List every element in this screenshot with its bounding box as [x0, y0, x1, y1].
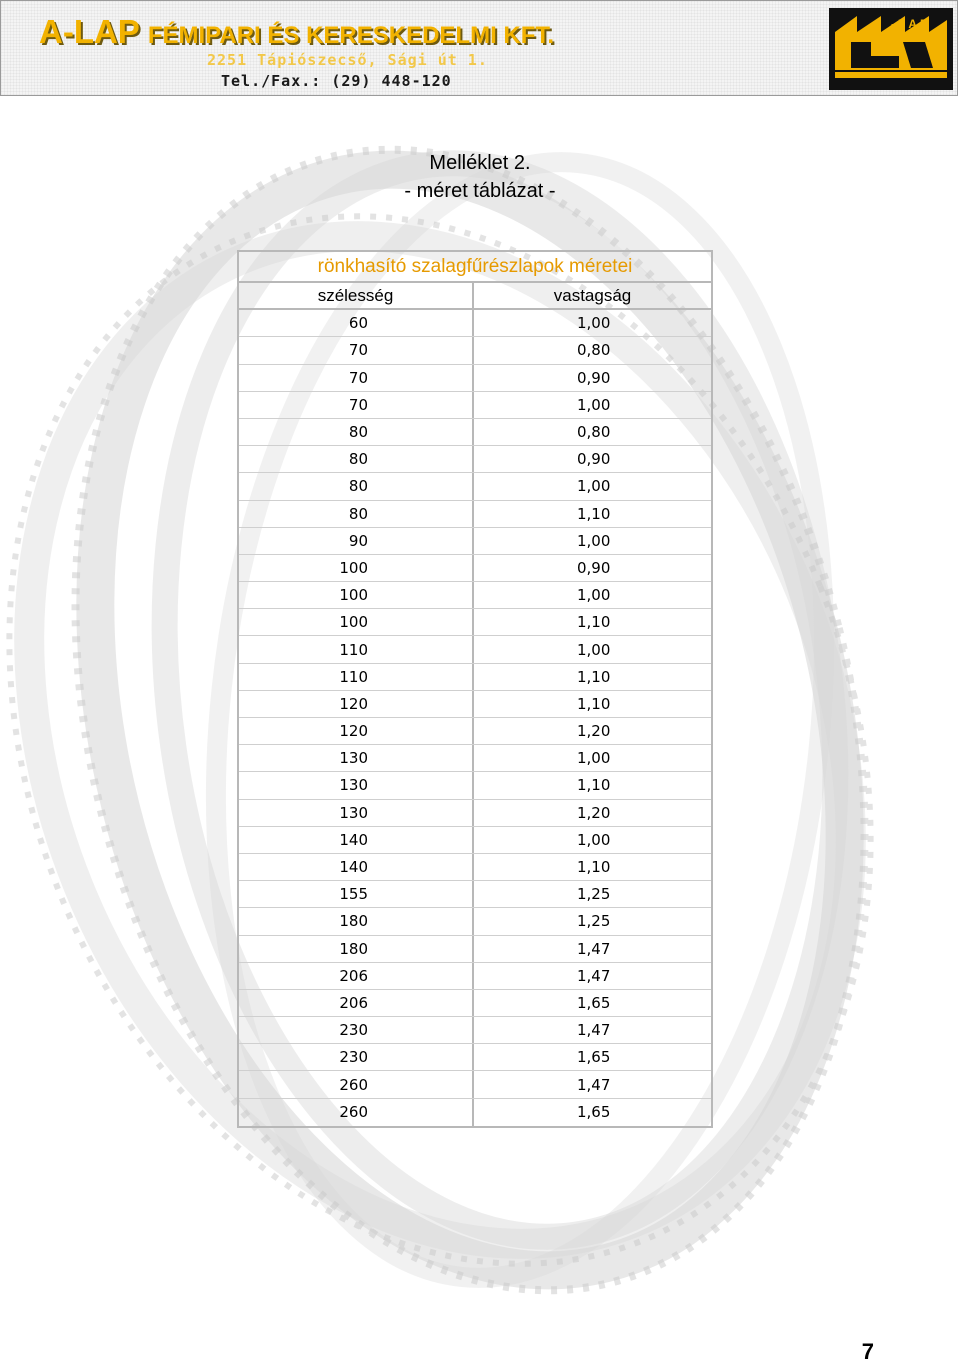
table-row — [239, 636, 711, 663]
width-cell: 90 — [239, 528, 474, 554]
thickness-cell: 1,00 — [577, 477, 611, 496]
thickness-cell: 1,00 — [577, 531, 611, 550]
thickness-cell: 0,80 — [577, 423, 611, 442]
thickness-cell: 1,00 — [577, 586, 611, 605]
width-cell: 140 — [239, 854, 474, 880]
thickness-cell: 1,00 — [577, 395, 611, 414]
width-cell: 110 — [239, 664, 474, 690]
table-row — [239, 908, 711, 935]
thickness-cell: 1,10 — [577, 504, 611, 523]
width-cell: 180 — [239, 936, 474, 962]
table-row — [239, 745, 711, 772]
table-row — [239, 337, 711, 364]
page-number: 7 — [861, 1339, 874, 1364]
width-cell: 206 — [239, 990, 474, 1016]
table-row — [239, 718, 711, 745]
table-header-row — [239, 283, 711, 310]
thickness-cell: 1,65 — [577, 1103, 611, 1122]
table-row — [239, 881, 711, 908]
width-cell: 70 — [239, 392, 474, 418]
thickness-cell: 1,00 — [577, 830, 611, 849]
thickness-cell: 1,00 — [577, 749, 611, 768]
thickness-cell: 1,00 — [577, 314, 611, 333]
thickness-cell: 1,10 — [577, 776, 611, 795]
table-row — [239, 1099, 711, 1126]
thickness-cell: 0,90 — [577, 368, 611, 387]
table-row — [239, 365, 711, 392]
document-subtitle: - méret táblázat - — [404, 180, 556, 202]
thickness-cell: 0,80 — [577, 341, 611, 360]
width-cell: 130 — [239, 800, 474, 826]
thickness-cell: 1,20 — [577, 803, 611, 822]
width-cell: 230 — [239, 1017, 474, 1043]
width-cell: 260 — [239, 1099, 474, 1126]
table-row — [239, 936, 711, 963]
company-name — [39, 13, 554, 51]
width-cell: 120 — [239, 718, 474, 744]
width-cell: 230 — [239, 1044, 474, 1070]
width-cell: 140 — [239, 827, 474, 853]
width-cell: 180 — [239, 908, 474, 934]
table-row — [239, 1044, 711, 1071]
thickness-cell: 1,20 — [577, 722, 611, 741]
table-row — [239, 609, 711, 636]
width-cell: 80 — [239, 501, 474, 527]
table-row — [239, 310, 711, 337]
width-cell: 206 — [239, 963, 474, 989]
table-row — [239, 501, 711, 528]
company-logo — [829, 8, 953, 90]
table-row — [239, 827, 711, 854]
table-row — [239, 772, 711, 799]
width-cell: 130 — [239, 772, 474, 798]
table-row — [239, 800, 711, 827]
table-row — [239, 582, 711, 609]
width-cell: 100 — [239, 555, 474, 581]
width-cell: 120 — [239, 691, 474, 717]
thickness-cell: 0,90 — [577, 558, 611, 577]
thickness-cell: 0,90 — [577, 450, 611, 469]
size-table — [237, 250, 713, 1128]
table-row — [239, 473, 711, 500]
table-title: rönkhasító szalagfűrészlapok méretei — [239, 252, 711, 283]
company-address: 2251 Tápiószecső, Sági út 1. — [207, 51, 488, 69]
column-header-width: szélesség — [239, 283, 474, 308]
width-cell: 70 — [239, 365, 474, 391]
table-row — [239, 990, 711, 1017]
width-cell: 100 — [239, 609, 474, 635]
table-row — [239, 419, 711, 446]
thickness-cell: 1,47 — [577, 939, 611, 958]
thickness-cell: 1,10 — [577, 667, 611, 686]
width-cell: 100 — [239, 582, 474, 608]
table-row — [239, 1071, 711, 1098]
table-row — [239, 963, 711, 990]
table-row — [239, 691, 711, 718]
width-cell: 260 — [239, 1071, 474, 1097]
document-title: Melléklet 2. — [429, 152, 531, 174]
table-row — [239, 446, 711, 473]
company-phone: Tel./Fax.: (29) 448-120 — [221, 72, 452, 90]
company-header — [0, 0, 958, 96]
thickness-cell: 1,65 — [577, 993, 611, 1012]
column-header-thickness: vastagság — [553, 285, 632, 305]
width-cell: 70 — [239, 337, 474, 363]
thickness-cell: 1,47 — [577, 966, 611, 985]
thickness-cell: 1,00 — [577, 640, 611, 659]
company-brand: A-LAP — [39, 13, 140, 50]
width-cell: 130 — [239, 745, 474, 771]
thickness-cell: 1,25 — [577, 912, 611, 931]
thickness-cell: 1,10 — [577, 858, 611, 877]
width-cell: 80 — [239, 473, 474, 499]
width-cell: 80 — [239, 446, 474, 472]
thickness-cell: 1,25 — [577, 885, 611, 904]
width-cell: 155 — [239, 881, 474, 907]
thickness-cell: 1,10 — [577, 694, 611, 713]
table-row — [239, 528, 711, 555]
table-body — [239, 310, 711, 1126]
thickness-cell: 1,47 — [577, 1021, 611, 1040]
width-cell: 60 — [239, 310, 474, 336]
width-cell: 80 — [239, 419, 474, 445]
width-cell: 110 — [239, 636, 474, 662]
table-row — [239, 854, 711, 881]
table-row — [239, 664, 711, 691]
table-row — [239, 555, 711, 582]
thickness-cell: 1,10 — [577, 613, 611, 632]
table-row — [239, 1017, 711, 1044]
company-name-rest: FÉMIPARI ÉS KERESKEDELMI KFT. — [147, 22, 555, 49]
thickness-cell: 1,65 — [577, 1048, 611, 1067]
table-row — [239, 392, 711, 419]
thickness-cell: 1,47 — [577, 1075, 611, 1094]
logo-text: -LAP — [891, 17, 931, 31]
